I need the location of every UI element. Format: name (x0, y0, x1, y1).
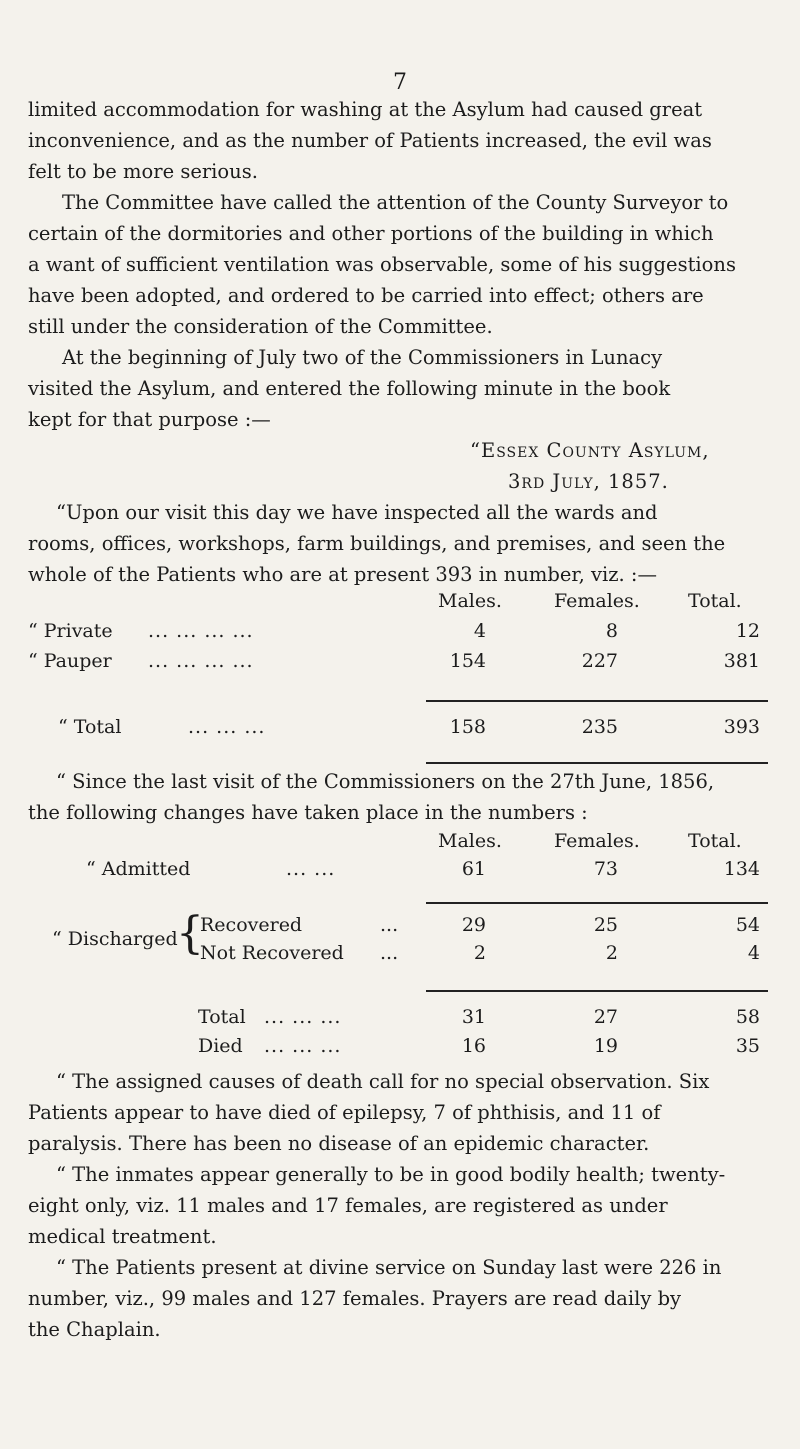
cell-females: 227 (581, 650, 618, 672)
cell-total: 58 (735, 1006, 760, 1028)
leader-dots: ... ... (286, 858, 336, 880)
leader-dots: ... (380, 914, 399, 936)
leader-dots: ... ... ... (264, 1035, 342, 1057)
text-line: visited the Asylum, and entered the following minute in the book (28, 377, 671, 400)
paragraph-2 (28, 187, 768, 342)
text-line: “Upon our visit this day we have inspected all the wards and (56, 501, 658, 524)
cell-total: 134 (723, 858, 760, 880)
paragraph-8 (28, 1252, 768, 1345)
leader-dots: ... ... ... ... (148, 620, 254, 642)
text-line: a want of sufficient ventilation was observable, some of his suggestions (28, 253, 736, 276)
table-header-row (28, 590, 768, 618)
header-total: Total. (688, 830, 742, 852)
table-row (28, 942, 768, 970)
paragraph-1 (28, 94, 768, 187)
paragraph-3 (28, 342, 768, 435)
dateline-place: “Essex County Asylum, (470, 439, 710, 462)
changes-table (28, 830, 768, 1070)
text-line: kept for that purpose :— (28, 408, 271, 431)
cell-total: 381 (723, 650, 760, 672)
cell-total: 54 (735, 914, 760, 936)
paragraph-6 (28, 1066, 768, 1159)
text-line: “ Since the last visit of the Commissioners on the 27th June, 1856, (56, 770, 715, 793)
header-females: Females. (554, 830, 640, 852)
text-line: “ The Patients present at divine service on Sunday last were 226 in (56, 1256, 722, 1279)
paragraph-4 (28, 497, 768, 590)
text-line: the Chaplain. (28, 1318, 161, 1341)
header-total: Total. (688, 590, 742, 612)
table-row (28, 1035, 768, 1063)
row-label: Not Recovered (200, 942, 344, 964)
text-line: “ The inmates appear generally to be in good bodily health; twenty- (56, 1163, 726, 1186)
paragraph-5 (28, 766, 768, 828)
cell-males: 31 (461, 1006, 486, 1028)
cell-total: 4 (747, 942, 760, 964)
paragraph-7 (28, 1159, 768, 1252)
page-number: 7 (393, 70, 407, 95)
cell-males: 154 (449, 650, 486, 672)
patients-table (28, 590, 768, 790)
row-label: Died (198, 1035, 243, 1057)
leader-dots: ... ... ... ... (148, 650, 254, 672)
row-label: “ Private (28, 620, 113, 642)
text-line: the following changes have taken place in the numbers : (28, 801, 588, 824)
leader-dots: ... ... ... (264, 1006, 342, 1028)
text-line: have been adopted, and ordered to be carried into effect; others are (28, 284, 704, 307)
cell-females: 235 (581, 716, 618, 738)
table-row (28, 858, 768, 886)
cell-females: 25 (593, 914, 618, 936)
table-row (28, 620, 768, 648)
cell-males: 29 (461, 914, 486, 936)
table-total-row (28, 716, 768, 744)
cell-total: 35 (735, 1035, 760, 1057)
text-line: “ The assigned causes of death call for no special observation. Six (56, 1070, 710, 1093)
total-rule (426, 762, 768, 764)
text-line: certain of the dormitories and other portions of the building in which (28, 222, 714, 245)
cell-females: 73 (593, 858, 618, 880)
cell-males: 158 (449, 716, 486, 738)
text-line: number, viz., 99 males and 127 females. Prayers are read daily by (28, 1287, 682, 1310)
row-label: “ Pauper (28, 650, 112, 672)
cell-males: 2 (473, 942, 486, 964)
brace-glyph: { (176, 908, 204, 959)
cell-females: 8 (605, 620, 618, 642)
header-males: Males. (438, 830, 502, 852)
text-line: felt to be more serious. (28, 160, 258, 183)
header-males: Males. (438, 590, 502, 612)
sum-rule (426, 700, 768, 702)
text-line: whole of the Patients who are at present 393 in number, viz. :— (28, 563, 657, 586)
text-line: limited accommodation for washing at the Asylum had caused great (28, 98, 703, 121)
leader-dots: ... ... ... (188, 716, 266, 738)
discharged-label: “ Discharged (52, 928, 178, 950)
row-label: Total (198, 1006, 246, 1028)
text-line: rooms, offices, workshops, farm buildings, and premises, and seen the (28, 532, 726, 555)
row-label: “ Total (58, 716, 122, 738)
cell-males: 61 (461, 858, 486, 880)
header-females: Females. (554, 590, 640, 612)
row-label: “ Admitted (86, 858, 191, 880)
cell-males: 4 (473, 620, 486, 642)
text-line: still under the consideration of the Committee. (28, 315, 493, 338)
row-label: Recovered (200, 914, 303, 936)
table-row (28, 914, 768, 942)
text-line: inconvenience, and as the number of Patients increased, the evil was (28, 129, 712, 152)
leader-dots: ... (380, 942, 399, 964)
cell-females: 19 (593, 1035, 618, 1057)
table-header-row (28, 830, 768, 858)
text-line: Patients appear to have died of epilepsy, 7 of phthisis, and 11 of (28, 1101, 661, 1124)
sum-rule (426, 990, 768, 992)
text-line: medical treatment. (28, 1225, 217, 1248)
cell-total: 393 (723, 716, 760, 738)
cell-total: 12 (735, 620, 760, 642)
text-line: paralysis. There has been no disease of an epidemic character. (28, 1132, 650, 1155)
table-row (28, 650, 768, 678)
text-line: The Committee have called the attention of the County Surveyor to (62, 191, 729, 214)
cell-females: 27 (593, 1006, 618, 1028)
text-line: At the beginning of July two of the Commissioners in Lunacy (62, 346, 663, 369)
dateline-date: 3rd July, 1857. (508, 470, 669, 493)
text-line: eight only, viz. 11 males and 17 females, are registered as under (28, 1194, 668, 1217)
cell-females: 2 (605, 942, 618, 964)
cell-males: 16 (461, 1035, 486, 1057)
sum-rule (426, 902, 768, 904)
table-row (28, 1006, 768, 1034)
